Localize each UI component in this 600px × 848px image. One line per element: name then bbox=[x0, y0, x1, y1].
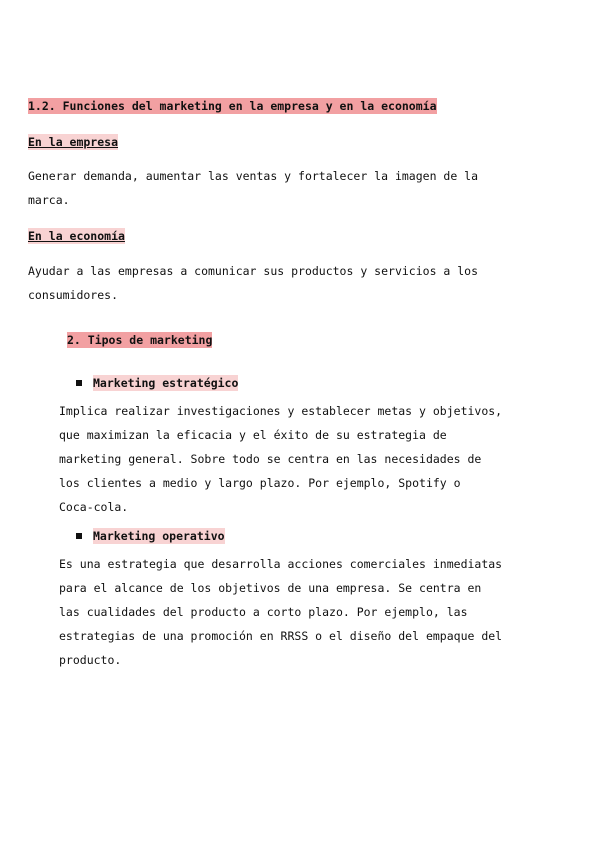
paragraph-line: producto. bbox=[59, 653, 122, 667]
bullet-icon bbox=[76, 533, 82, 539]
paragraph-line: marca. bbox=[28, 193, 70, 207]
paragraph-line: Ayudar a las empresas a comunicar sus productos y servicios a los bbox=[28, 264, 479, 278]
paragraph-line: Es una estrategia que desarrolla acciones comerciales inmediatas bbox=[59, 557, 503, 571]
paragraph-line: los clientes a medio y largo plazo. Por ejemplo, Spotify o bbox=[59, 476, 461, 490]
section-title: 1.2. Funciones del marketing en la empresa y en la economía bbox=[28, 99, 437, 113]
paragraph-line: Generar demanda, aumentar las ventas y fortalecer la imagen de la bbox=[28, 169, 479, 183]
section2-title: 2. Tipos de marketing bbox=[67, 333, 213, 347]
list-item-heading-estrategico: Marketing estratégico bbox=[93, 376, 239, 390]
list-item-heading-operativo: Marketing operativo bbox=[93, 529, 225, 543]
paragraph-line: para el alcance de los objetivos de una empresa. Se centra en bbox=[59, 581, 482, 595]
paragraph-line: marketing general. Sobre todo se centra en las necesidades de bbox=[59, 452, 482, 466]
paragraph-line: consumidores. bbox=[28, 288, 119, 302]
paragraph-line: Implica realizar investigaciones y establecer metas y objetivos, bbox=[59, 404, 503, 418]
paragraph-line: las cualidades del producto a corto plazo. Por ejemplo, las bbox=[59, 605, 468, 619]
paragraph-line: Coca-cola. bbox=[59, 500, 129, 514]
paragraph-line: estrategias de una promoción en RRSS o el diseño del empaque del bbox=[59, 629, 503, 643]
bullet-icon bbox=[76, 380, 82, 386]
paragraph-line: que maximizan la eficacia y el éxito de su estrategia de bbox=[59, 428, 447, 442]
subsection-heading-economia: En la economía bbox=[28, 229, 125, 243]
subsection-heading-empresa: En la empresa bbox=[28, 135, 119, 149]
